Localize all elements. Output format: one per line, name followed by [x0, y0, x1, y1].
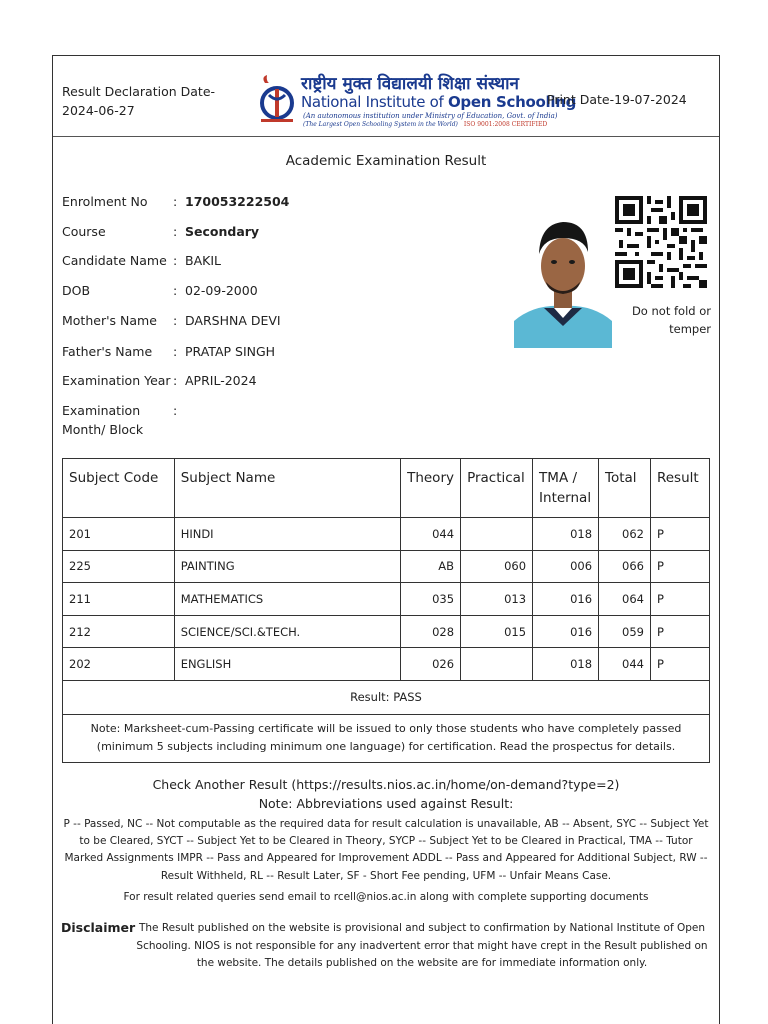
- cell-theory: 035: [401, 583, 461, 616]
- cell-subject-name: HINDI: [174, 518, 400, 551]
- cell-practical: [461, 648, 533, 681]
- cell-tma: 018: [533, 518, 599, 551]
- check-another-result-link[interactable]: Check Another Result: [152, 777, 288, 792]
- logo-tagline: (The Largest Open Schooling System in the World) ISO 9001:2008 CERTIFIED: [303, 121, 548, 128]
- cell-practical: 060: [461, 550, 533, 583]
- table-row: [63, 615, 710, 648]
- logo-hindi-text: राष्ट्रीय मुक्त विद्यालयी शिक्षा संस्थान: [301, 74, 519, 94]
- cell-theory: AB: [401, 550, 461, 583]
- marks-table: [62, 458, 710, 763]
- cell-tma: 016: [533, 583, 599, 616]
- header-practical: Practical: [461, 459, 533, 518]
- cell-subject-code: 201: [63, 518, 175, 551]
- check-another-result: [53, 777, 719, 792]
- cell-result: P: [650, 518, 709, 551]
- cell-subject-code: 211: [63, 583, 175, 616]
- header-total: Total: [599, 459, 651, 518]
- header-divider: [53, 136, 719, 137]
- print-date: Print Date-19-07-2024: [547, 92, 687, 107]
- table-row: [63, 518, 710, 551]
- qr-code-icon: [615, 196, 707, 288]
- cell-theory: 028: [401, 615, 461, 648]
- table-row: [63, 550, 710, 583]
- overall-result-row: [63, 680, 710, 714]
- cell-subject-name: MATHEMATICS: [174, 583, 400, 616]
- do-not-fold-notice: Do not fold or temper: [631, 304, 711, 336]
- cell-total: 044: [599, 648, 651, 681]
- table-row: [63, 648, 710, 681]
- header-subject-code: Subject Code: [63, 459, 175, 518]
- disclaimer-text: The Result published on the website is provisional and subject to confirmation by National Institute of Open Schooling. NIOS is not responsible for any inadvertent error that might have crept in the Result published on the website. The details published on the website are for immediate information only.: [136, 922, 708, 969]
- cell-subject-name: SCIENCE/SCI.&TECH.: [174, 615, 400, 648]
- cell-result: P: [650, 615, 709, 648]
- cell-subject-code: 225: [63, 550, 175, 583]
- cell-tma: 016: [533, 615, 599, 648]
- cell-result: P: [650, 550, 709, 583]
- nios-logo: [259, 69, 577, 129]
- abbreviations-text: P -- Passed, NC -- Not computable as the required data for result calculation is unavailable, AB -- Absent, SYC -- Subject Yet to be Cleared, SYCT -- Subject Yet to be Cleared in Theory, SYCP -- Subject Yet to be Cleared in Practical, TMA -- Tutor Marked Assignments IMPR -- Pass and Appeared for Improvement ADDL -- Pass and Appeared for Additional Subject, RW -- Result Withheld, RL -- Result Later, SF - Short Fee pending, UFM -- Unfair Means Case.: [63, 818, 709, 882]
- table-row: [63, 583, 710, 616]
- cell-subject-name: PAINTING: [174, 550, 400, 583]
- header-theory: Theory: [401, 459, 461, 518]
- header-result: Result: [650, 459, 709, 518]
- disclaimer-label: Disclaimer: [61, 920, 136, 935]
- check-another-result-url: (https://results.nios.ac.in/home/on-demand?type=2): [287, 777, 620, 792]
- cell-subject-code: 212: [63, 615, 175, 648]
- header-subject-name: Subject Name: [174, 459, 400, 518]
- abbreviations-title: Note: Abbreviations used against Result:: [258, 796, 514, 811]
- cell-theory: 044: [401, 518, 461, 551]
- result-document: Result Declaration Date- 2024-06-27 राष्ट्रीय मुक्त विद्यालयी शिक्षा संस्थान National Institute of Open Schooling (An autonomous institution under Ministry of Education, Govt. of India) (The Largest Open Schooling System in the World) ISO 9001:2008 CERTIFIED Print Date-19-07-2024 Academic Examination Result Enrolment No : 170053222504 Course : Secondary Candidate Name : BAKIL DOB : 02-09-2000 Mother's Name : DARSHNA DEVI Father's Name : PRATAP SINGH Examination Year : APRIL-2024 Examination Month/ Block : Do not fold or temper Subject Code Subject Name Theory Practical TMA / Internal Total Result 201 HINDI 044 018 062 P 225 PAINTING AB 060 006 066 P 211 MATHEMATICS 035 013 016 064 P 212 SCIENCE/SCI.&TECH. 028 015 016 059 P 202 ENGLISH 026 018 044 P Result: PASS Note: Marksheet-cum-Passing certificate will be issued to only those students who have completely passed (minimum 5 subjects including minimum one language) for certification. Read the prospectus for details. Check Another Result (https://results.nios.ac.in/home/on-demand?type=2) Note: Abbreviations used against Result: P -- Passed, NC -- Not computable as the required data for result calculation is unavailable, AB -- Absent, SYC -- Subject Yet to be Cleared, SYCT -- Subject Yet to be Cleared in Theory, SYCP -- Subject Yet to be Cleared in Practical, TMA -- Tutor Marked Assignments IMPR -- Pass and Appeared for Improvement ADDL -- Pass and Appeared for Additional Subject, RW -- Result Withheld, RL -- Result Later, SF - Short Fee pending, UFM -- Unfair Means Case. For result related queries send email to rcell@nios.ac.in along with complete supporting documents Disclaimer The Result published on the website is provisional and subject to confirmation by National Institute of Open Schooling. NIOS is not responsible for any inadvertent error that might have crept in the Result published on the website. The details published on the website are for immediate information only.: [52, 55, 720, 1024]
- cell-result: P: [650, 583, 709, 616]
- overall-result: Result: PASS: [63, 680, 710, 714]
- nios-emblem-icon: [259, 73, 299, 127]
- logo-english-text: National Institute of Open Schooling: [301, 93, 577, 111]
- table-header-row: [63, 459, 710, 518]
- certificate-note: Note: Marksheet-cum-Passing certificate will be issued to only those students who have completely passed (minimum 5 subjects including minimum one language) for certification. Read the prospectus for details.: [63, 714, 710, 762]
- cell-total: 059: [599, 615, 651, 648]
- header-tma-internal: TMA / Internal: [533, 459, 599, 518]
- cell-subject-code: 202: [63, 648, 175, 681]
- note-row: [63, 714, 710, 762]
- logo-subtitle: (An autonomous institution under Ministry of Education, Govt. of India): [303, 112, 558, 120]
- cell-practical: 015: [461, 615, 533, 648]
- cell-total: 064: [599, 583, 651, 616]
- queries-note: For result related queries send email to rcell@nios.ac.in along with complete supporting documents: [123, 891, 649, 903]
- candidate-photo: [514, 196, 612, 348]
- cell-subject-name: ENGLISH: [174, 648, 400, 681]
- cell-tma: 006: [533, 550, 599, 583]
- result-declaration-date: Result Declaration Date- 2024-06-27: [62, 84, 216, 118]
- cell-theory: 026: [401, 648, 461, 681]
- cell-practical: [461, 518, 533, 551]
- cell-result: P: [650, 648, 709, 681]
- cell-total: 066: [599, 550, 651, 583]
- cell-total: 062: [599, 518, 651, 551]
- page-title: Academic Examination Result: [285, 153, 487, 169]
- cell-tma: 018: [533, 648, 599, 681]
- cell-practical: 013: [461, 583, 533, 616]
